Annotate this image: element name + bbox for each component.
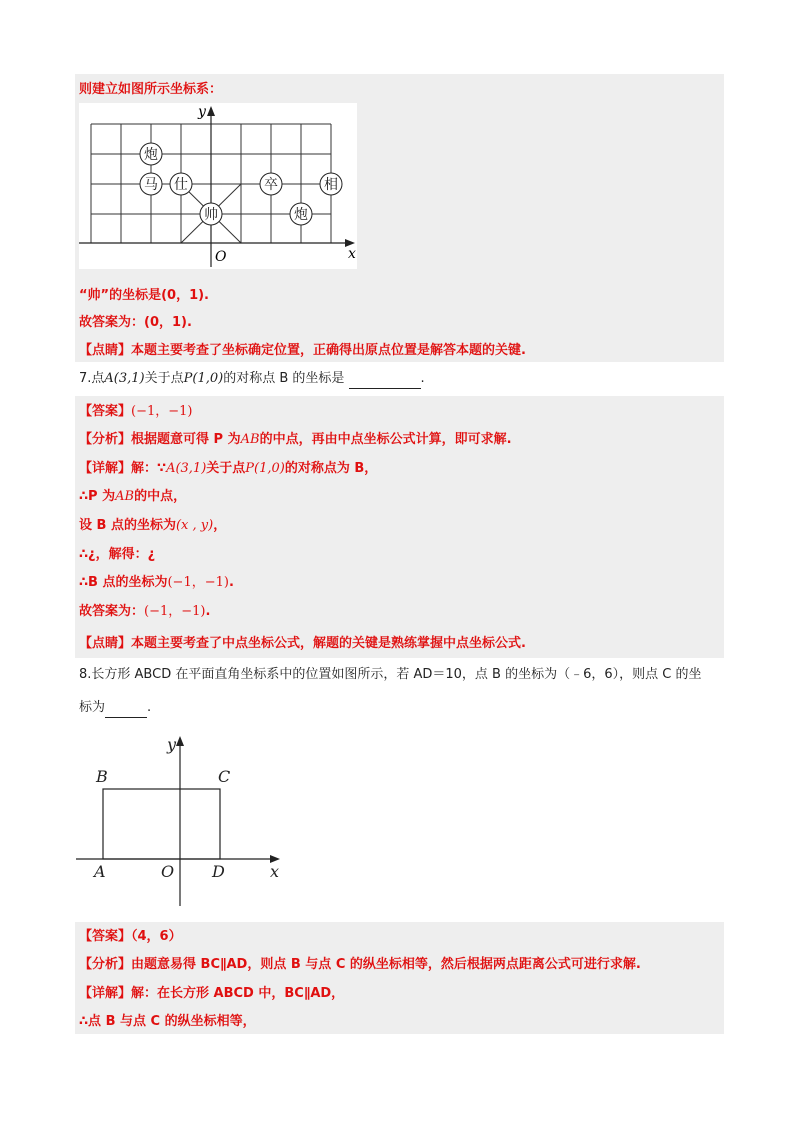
step6-pre: 故答案为： — [79, 604, 145, 619]
step2-post: 的中点， — [134, 489, 187, 504]
analysis-tag: 【分析】 — [79, 957, 132, 972]
answer-tag: 【答案】 — [79, 404, 132, 419]
comment-text: 本题主要考查了坐标确定位置，正确得出原点位置是解答本题的关键. — [131, 343, 526, 358]
analysis-ab: AB — [240, 432, 260, 447]
detail-post: 的对称点为 B， — [284, 461, 378, 476]
origin-label: O — [215, 249, 227, 265]
step3-pre: 设 B 点的坐标为 — [79, 518, 176, 533]
q7-point-p: P(1,0) — [183, 371, 224, 386]
q7-comment-line — [79, 634, 526, 654]
question-8-line-1: 8.长方形 ABCD 在平面直角坐标系中的位置如图所示，若 AD＝10，点 B 的坐标为（﹣6，6），则点 C 的坐 — [79, 667, 702, 682]
step5-post: . — [228, 575, 234, 590]
q8-step-2: ∴点 B 与点 C 的纵坐标相等， — [79, 1014, 256, 1029]
step3-post: ， — [213, 518, 227, 533]
q7-detail-line — [79, 459, 377, 479]
rectangle-figure — [70, 730, 290, 910]
q8-analysis-line — [79, 955, 641, 975]
chess-grid-svg — [79, 103, 357, 269]
question-8-line-2 — [79, 698, 151, 718]
q8-answer-line — [79, 927, 182, 947]
detail-text: 解：在长方形 ABCD 中，BC∥AD， — [131, 986, 345, 1001]
step3-xy: (x , y) — [175, 518, 214, 533]
step6-post: . — [205, 604, 211, 619]
q7-answer-value: (−1，−1) — [131, 404, 193, 419]
q7-pre: 7.点 — [79, 371, 105, 386]
q7-answer-blank — [349, 374, 421, 389]
analysis-post: 的中点，再由中点坐标公式计算，即可求解. — [259, 432, 512, 447]
q7-step-3 — [79, 516, 226, 536]
piece-shi: 仕 — [174, 177, 188, 193]
x-axis-label: x — [348, 246, 356, 262]
step2-pre: ∴P 为 — [79, 489, 116, 504]
step2-ab: AB — [115, 489, 135, 504]
q7-step-6 — [79, 602, 210, 622]
q7-answer-line — [79, 402, 193, 422]
chess-figure — [79, 103, 357, 269]
q7-mid: 关于点 — [144, 371, 184, 386]
x-axis-label: x — [270, 862, 280, 881]
piece-pao-1: 炮 — [144, 147, 158, 163]
comment-tag: 【点睛】 — [79, 636, 132, 651]
intro-text: 则建立如图所示坐标系： — [79, 82, 223, 97]
label-a: A — [94, 862, 106, 881]
analysis-tag: 【分析】 — [79, 432, 132, 447]
shuai-coordinate-line: “帅”的坐标是(0，1). — [79, 288, 210, 303]
q7-end: . — [420, 371, 425, 386]
detail-pre: 解：∵ — [131, 461, 167, 476]
y-axis-arrow-icon — [207, 106, 215, 116]
step6-value: (−1，−1) — [144, 604, 206, 619]
answer-tag: 【答案】 — [79, 929, 132, 944]
detail-mid: 关于点 — [206, 461, 246, 476]
y-axis-label: y — [198, 104, 206, 120]
q7-point-a: A(3,1) — [104, 371, 145, 386]
q8-line2-pre: 标为 — [79, 700, 106, 715]
label-o: O — [161, 862, 175, 881]
step5-pre: ∴B 点的坐标为 — [79, 575, 168, 590]
piece-pao-2: 炮 — [294, 207, 308, 223]
piece-shuai: 帅 — [204, 207, 218, 223]
label-c: C — [218, 767, 231, 786]
q7-analysis-line — [79, 430, 512, 450]
rectangle-svg — [70, 730, 290, 910]
piece-xiang: 相 — [324, 177, 338, 193]
comment-tag: 【点睛】 — [79, 343, 132, 358]
q8-line2-post: . — [147, 700, 152, 715]
analysis-pre: 根据题意可得 P 为 — [131, 432, 241, 447]
step5-value: (−1，−1) — [167, 575, 229, 590]
comment-text: 本题主要考查了中点坐标公式，解题的关键是熟练掌握中点坐标公式. — [131, 636, 526, 651]
q7-step-2 — [79, 487, 186, 507]
label-d: D — [212, 862, 225, 881]
y-axis-label: y — [167, 735, 177, 754]
piece-ma: 马 — [144, 177, 158, 193]
detail-point-a: A(3,1) — [166, 461, 207, 476]
analysis-text: 由题意易得 BC∥AD，则点 B 与点 C 的纵坐标相等，然后根据两点距离公式可进行求解. — [131, 957, 641, 972]
rectangle-abcd — [103, 789, 220, 859]
piece-zu: 卒 — [264, 177, 278, 193]
q7-post: 的对称点 B 的坐标是 — [223, 371, 345, 386]
q8-answer-blank — [105, 703, 147, 718]
q8-answer-value: （4，6） — [131, 929, 182, 944]
question-7 — [79, 369, 425, 389]
q8-detail-line — [79, 984, 344, 1004]
detail-point-p: P(1,0) — [245, 461, 285, 476]
detail-tag: 【详解】 — [79, 461, 132, 476]
label-b: B — [96, 767, 108, 786]
comment-line-6 — [79, 341, 526, 361]
q7-step-5 — [79, 573, 234, 593]
answer-line-6: 故答案为：(0，1). — [79, 315, 192, 330]
y-axis-arrow-icon — [176, 736, 184, 746]
q7-step-4: ∴¿，解得：¿ — [79, 547, 156, 562]
detail-tag: 【详解】 — [79, 986, 132, 1001]
